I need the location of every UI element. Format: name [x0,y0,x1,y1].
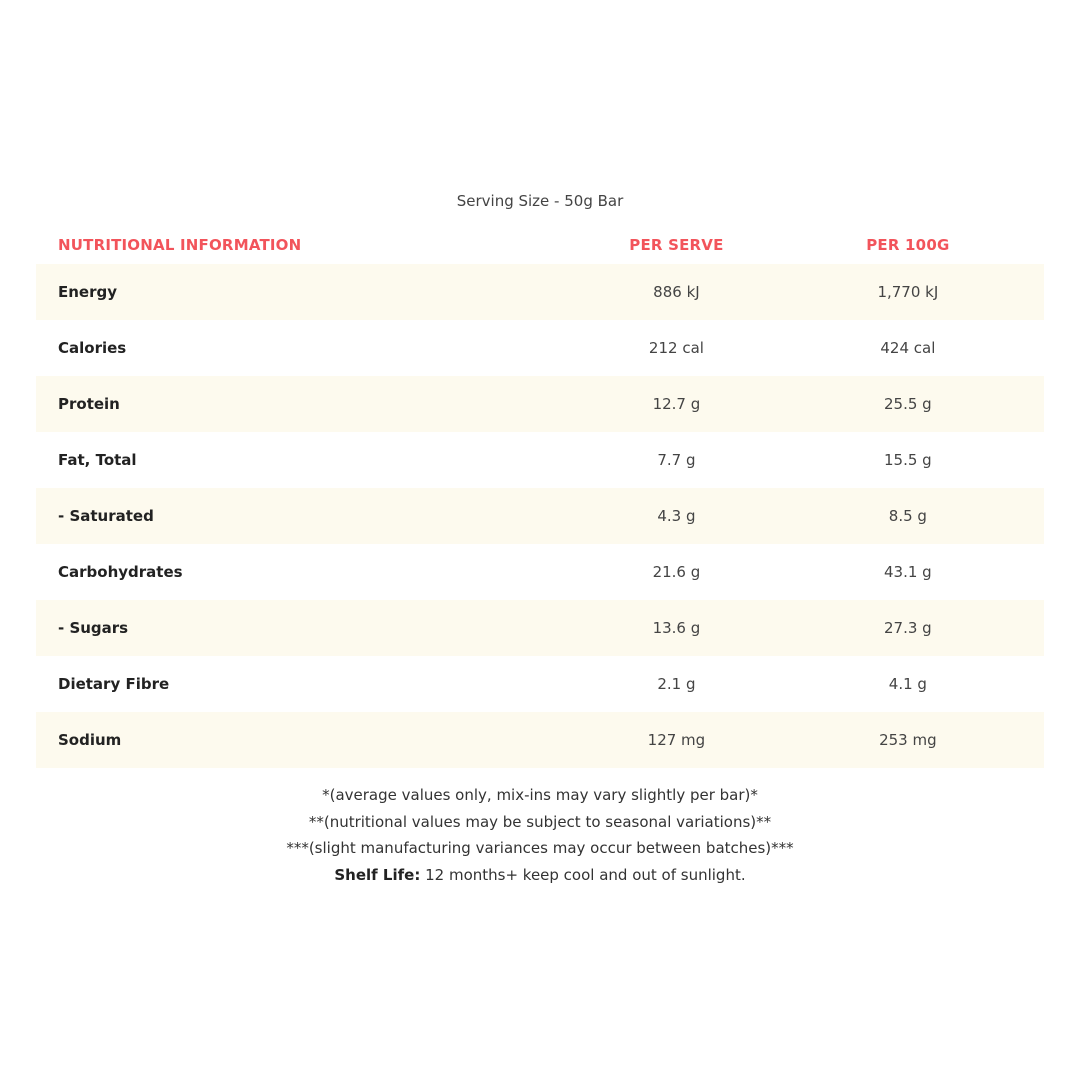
per-100g-value: 424 cal [880,339,936,357]
footnote-manufacturing-variances: ***(slight manufacturing variances may occur between batches)*** [286,839,794,857]
nutrient-name: - Saturated [58,507,154,525]
per-serve-value: 4.3 g [657,507,696,525]
per-serve-value: 2.1 g [657,675,696,693]
table-row [36,320,1044,376]
table-row [36,488,1044,544]
per-serve-value: 886 kJ [653,283,700,301]
header-nutritional-information: NUTRITIONAL INFORMATION [58,236,302,254]
per-serve-value: 13.6 g [652,619,701,637]
table-row [36,712,1044,768]
serving-size: Serving Size - 50g Bar [456,192,624,210]
nutrient-name: Dietary Fibre [58,675,170,693]
table-row [36,544,1044,600]
nutrient-name: Carbohydrates [58,563,183,581]
table-row [36,600,1044,656]
per-100g-value: 1,770 kJ [877,283,939,301]
shelf-life-label: Shelf Life: [334,865,421,884]
per-100g-value: 4.1 g [888,675,927,693]
per-100g-value: 8.5 g [888,507,927,525]
per-serve-value: 127 mg [647,731,706,749]
nutrient-name: Fat, Total [58,451,137,469]
footnote-seasonal-variations: **(nutritional values may be subject to seasonal variations)** [308,812,772,831]
table-row [36,656,1044,712]
per-100g-value: 15.5 g [884,451,932,469]
nutrient-name: - Sugars [58,619,129,637]
nutrient-name: Sodium [58,731,122,749]
per-serve-value: 212 cal [648,339,704,357]
nutrient-name: Calories [58,339,127,357]
table-row [36,432,1044,488]
table-header [36,226,1044,264]
footnotes [0,782,1080,888]
per-100g-value: 27.3 g [884,619,932,637]
table-row [36,376,1044,432]
per-100g-value: 25.5 g [884,395,932,413]
header-per-serve: PER SERVE [629,236,724,254]
nutrient-name: Protein [58,395,120,413]
nutrient-name: Energy [58,283,118,301]
per-serve-value: 7.7 g [657,451,696,469]
nutrition-table [36,226,1044,768]
per-serve-value: 21.6 g [652,563,701,581]
header-per-100g: PER 100G [866,236,950,254]
per-100g-value: 253 mg [879,731,937,749]
shelf-life-text: 12 months+ keep cool and out of sunlight. [420,865,746,884]
per-100g-value: 43.1 g [884,563,932,581]
footnote-average-values: *(average values only, mix-ins may vary slightly per bar)* [322,786,758,804]
shelf-life [0,862,1080,889]
per-serve-value: 12.7 g [652,395,701,413]
table-row [36,264,1044,320]
